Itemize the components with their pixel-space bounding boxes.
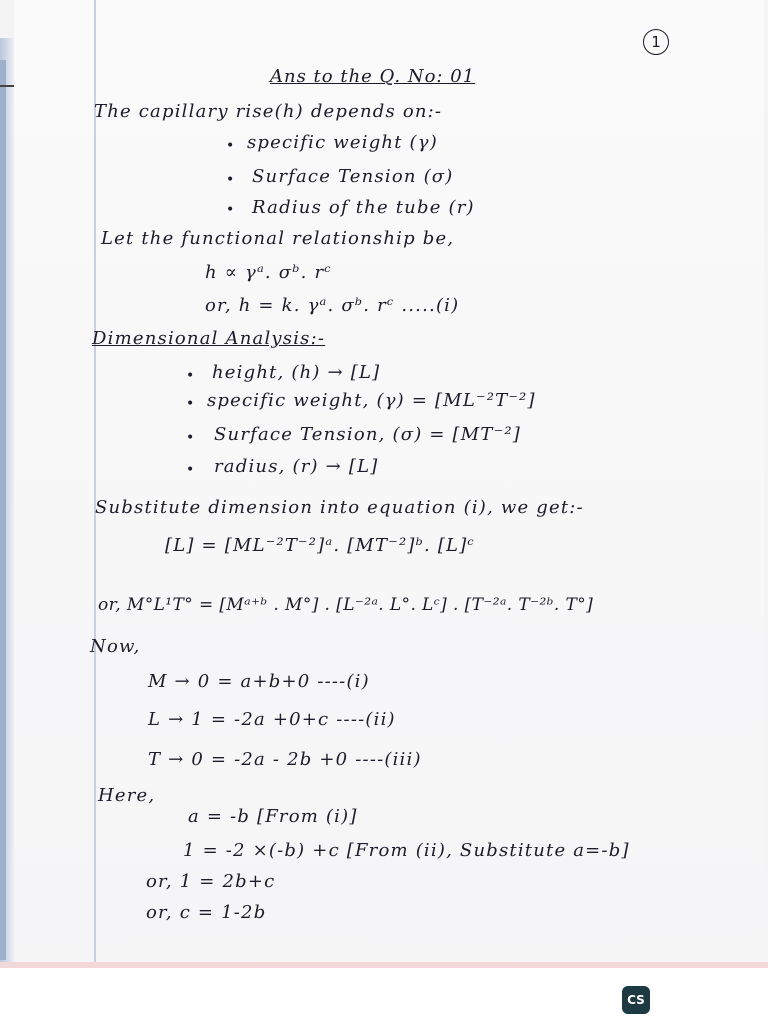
dependency-item: specific weight (γ) — [247, 132, 438, 153]
relationship-intro: Let the functional relationship be, — [101, 228, 455, 249]
dimensional-equation: [L] = [ML⁻²T⁻²]ᵃ. [MT⁻²]ᵇ. [L]ᶜ — [165, 535, 475, 556]
page-number: 1 — [643, 29, 669, 55]
bullet-dot: • — [226, 202, 235, 218]
expanded-equation: or, M°L¹T° = [Mᵃ⁺ᵇ . M°] . [L⁻²ᵃ. L°. Lᶜ] . [T⁻²ᵃ. T⁻²ᵇ. T°] — [98, 595, 594, 615]
dependency-item: Surface Tension (σ) — [252, 166, 454, 187]
page-bottom-edge — [0, 962, 768, 968]
equation-i: or, h = k. γᵃ. σᵇ. rᶜ .....(i) — [205, 295, 460, 316]
margin-line — [94, 0, 96, 968]
dimension-item: height, (h) → [L] — [212, 362, 381, 383]
answer-title: Ans to the Q. No: 01 — [270, 66, 476, 87]
bullet-dot: • — [226, 172, 235, 188]
bullet-dot: • — [186, 396, 195, 412]
dependency-item: Radius of the tube (r) — [252, 197, 475, 218]
dimension-item: Surface Tension, (σ) = [MT⁻²] — [214, 424, 521, 445]
t-equation: T → 0 = -2a - 2b +0 ----(iii) — [148, 749, 422, 770]
solution-step: or, 1 = 2b+c — [146, 871, 276, 892]
bottom-strip — [0, 968, 768, 1024]
solution-c: or, c = 1-2b — [146, 902, 267, 923]
camscanner-logo: CS — [622, 986, 650, 1014]
bullet-dot: • — [226, 138, 235, 154]
here-label: Here, — [98, 785, 156, 806]
m-equation: M → 0 = a+b+0 ----(i) — [148, 671, 370, 692]
bullet-dot: • — [186, 462, 195, 478]
dimension-item: radius, (r) → [L] — [214, 456, 379, 477]
bullet-dot: • — [186, 368, 195, 384]
l-equation: L → 1 = -2a +0+c ----(ii) — [148, 709, 396, 730]
substitute-line: Substitute dimension into equation (i), we get:- — [95, 497, 584, 518]
intro-line: The capillary rise(h) depends on:- — [94, 101, 443, 122]
paper-stack-edge-dark — [0, 60, 6, 960]
solution-a: a = -b [From (i)] — [188, 806, 358, 827]
now-label: Now, — [90, 636, 141, 657]
dimension-item: specific weight, (γ) = [ML⁻²T⁻²] — [207, 390, 536, 411]
solution-step: 1 = -2 ×(-b) +c [From (ii), Substitute a=-b] — [183, 840, 630, 861]
bullet-dot: • — [186, 430, 195, 446]
section-heading: Dimensional Analysis:- — [92, 328, 326, 349]
proportionality-equation: h ∝ γᵃ. σᵇ. rᶜ — [205, 262, 332, 283]
